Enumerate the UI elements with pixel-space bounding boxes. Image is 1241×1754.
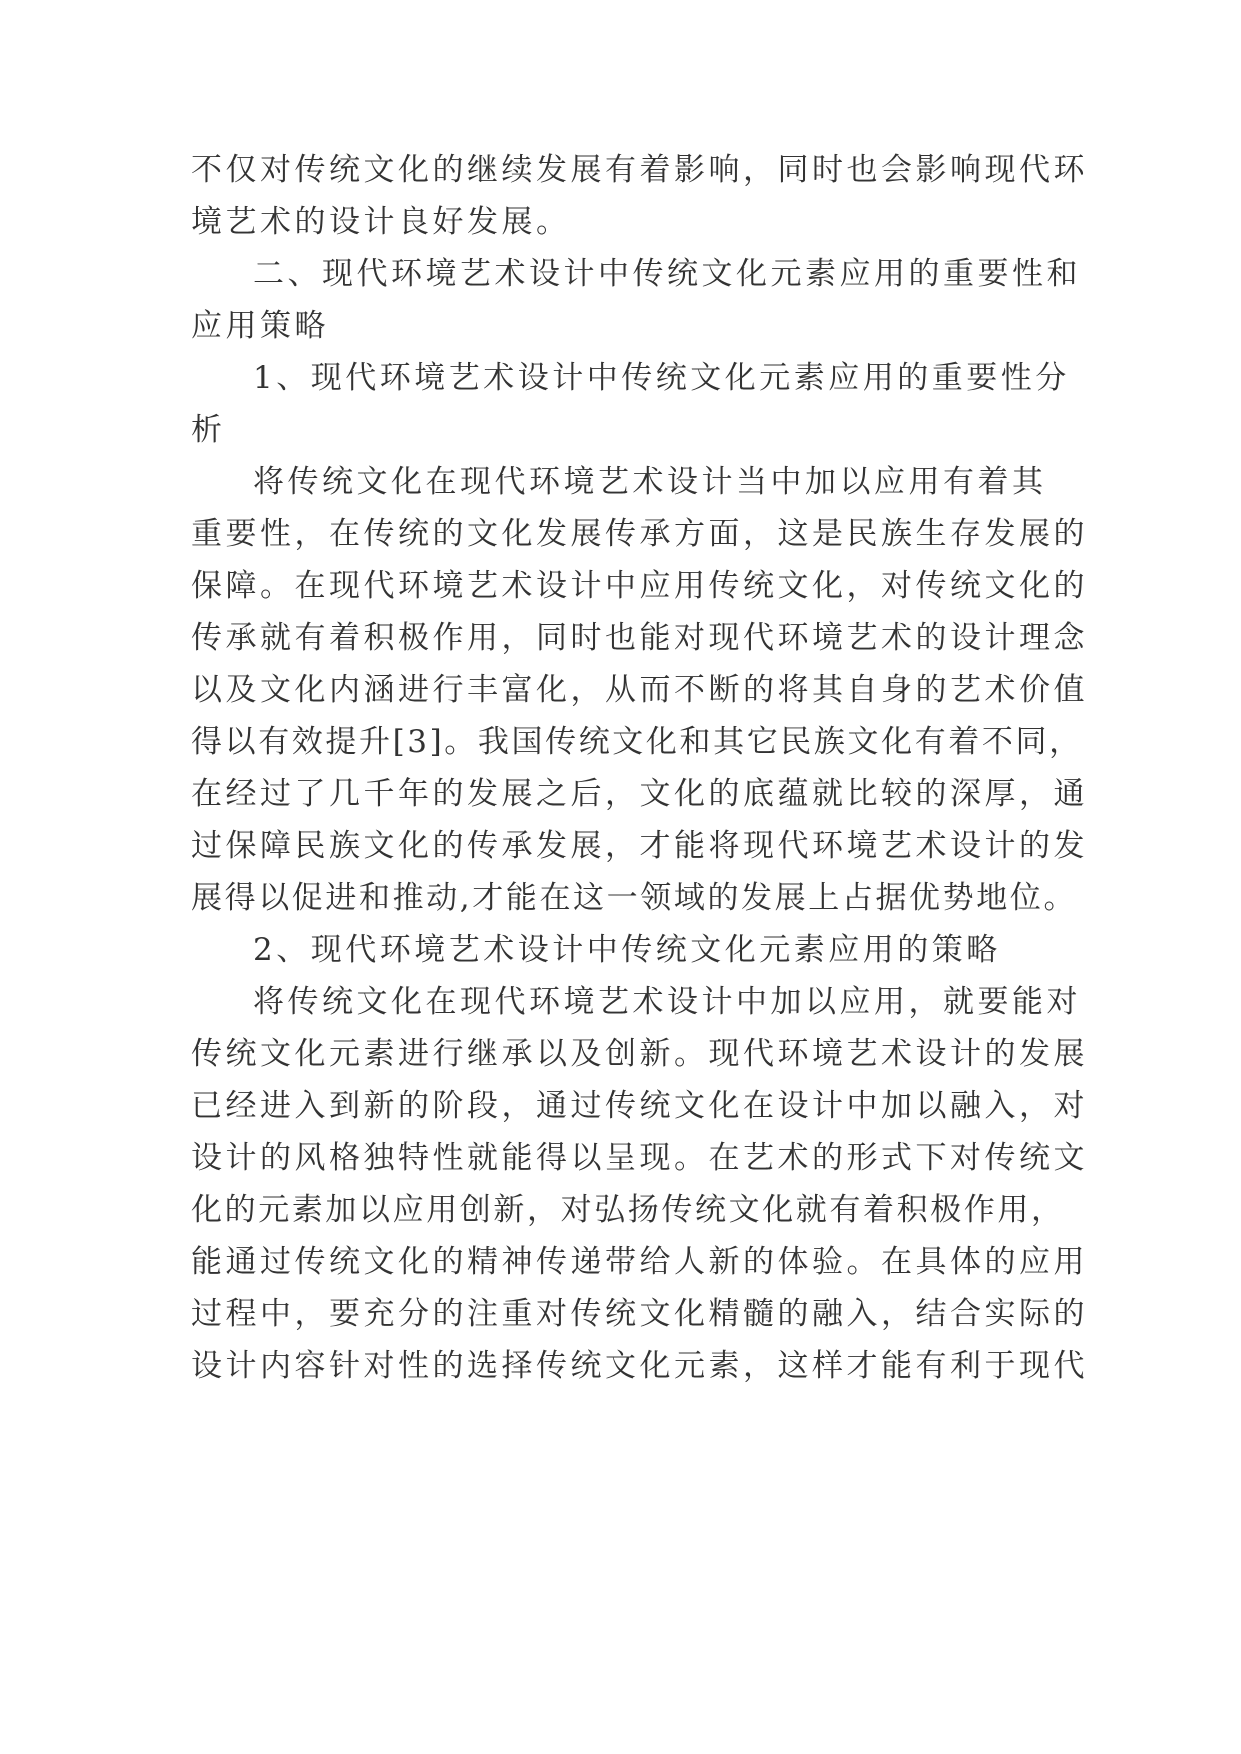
paragraph-line: 过程中，要充分的注重对传统文化精髓的融入，结合实际的 xyxy=(191,1296,1088,1332)
paragraph-line: 传承就有着积极作用，同时也能对现代环境艺术的设计理念 xyxy=(191,620,1088,656)
subsection-heading: 2、现代环境艺术设计中传统文化元素应用的策略 xyxy=(253,932,1001,968)
paragraph-line: 将传统文化在现代环境艺术设计当中加以应用有着其 xyxy=(253,464,1047,500)
paragraph-line: 能通过传统文化的精神传递带给人新的体验。在具体的应用 xyxy=(191,1244,1088,1280)
paragraph-line: 重要性，在传统的文化发展传承方面，这是民族生存发展的 xyxy=(191,516,1088,552)
paragraph-line: 展得以促进和推动,才能在这一领域的发展上占据优势地位。 xyxy=(191,880,1078,916)
subsection-heading: 析 xyxy=(191,412,226,448)
paragraph-line: 以及文化内涵进行丰富化，从而不断的将其自身的艺术价值 xyxy=(191,672,1088,708)
section-heading: 二、现代环境艺术设计中传统文化元素应用的重要性和 xyxy=(253,256,1081,292)
paragraph-line: 保障。在现代环境艺术设计中应用传统文化，对传统文化的 xyxy=(191,568,1088,604)
section-heading: 应用策略 xyxy=(191,308,329,344)
paragraph-line: 化的元素加以应用创新，对弘扬传统文化就有着积极作用， xyxy=(191,1192,1065,1228)
subsection-heading: 1、现代环境艺术设计中传统文化元素应用的重要性分 xyxy=(253,360,1070,396)
paragraph-line: 设计的风格独特性就能得以呈现。在艺术的形式下对传统文 xyxy=(191,1140,1088,1176)
paragraph-line: 设计内容针对性的选择传统文化元素，这样才能有利于现代 xyxy=(191,1348,1088,1384)
paragraph-line: 过保障民族文化的传承发展，才能将现代环境艺术设计的发 xyxy=(191,828,1088,864)
paragraph-line: 将传统文化在现代环境艺术设计中加以应用，就要能对 xyxy=(253,984,1081,1020)
paragraph-line: 境艺术的设计良好发展。 xyxy=(191,204,571,240)
paragraph-line: 传统文化元素进行继承以及创新。现代环境艺术设计的发展 xyxy=(191,1036,1088,1072)
paragraph-line: 不仅对传统文化的继续发展有着影响，同时也会影响现代环 xyxy=(191,152,1088,188)
paragraph-line: 得以有效提升[3]。我国传统文化和其它民族文化有着不同， xyxy=(191,724,1083,760)
paragraph-line: 已经进入到新的阶段，通过传统文化在设计中加以融入，对 xyxy=(191,1088,1088,1124)
paragraph-line: 在经过了几千年的发展之后，文化的底蕴就比较的深厚，通 xyxy=(191,776,1088,812)
